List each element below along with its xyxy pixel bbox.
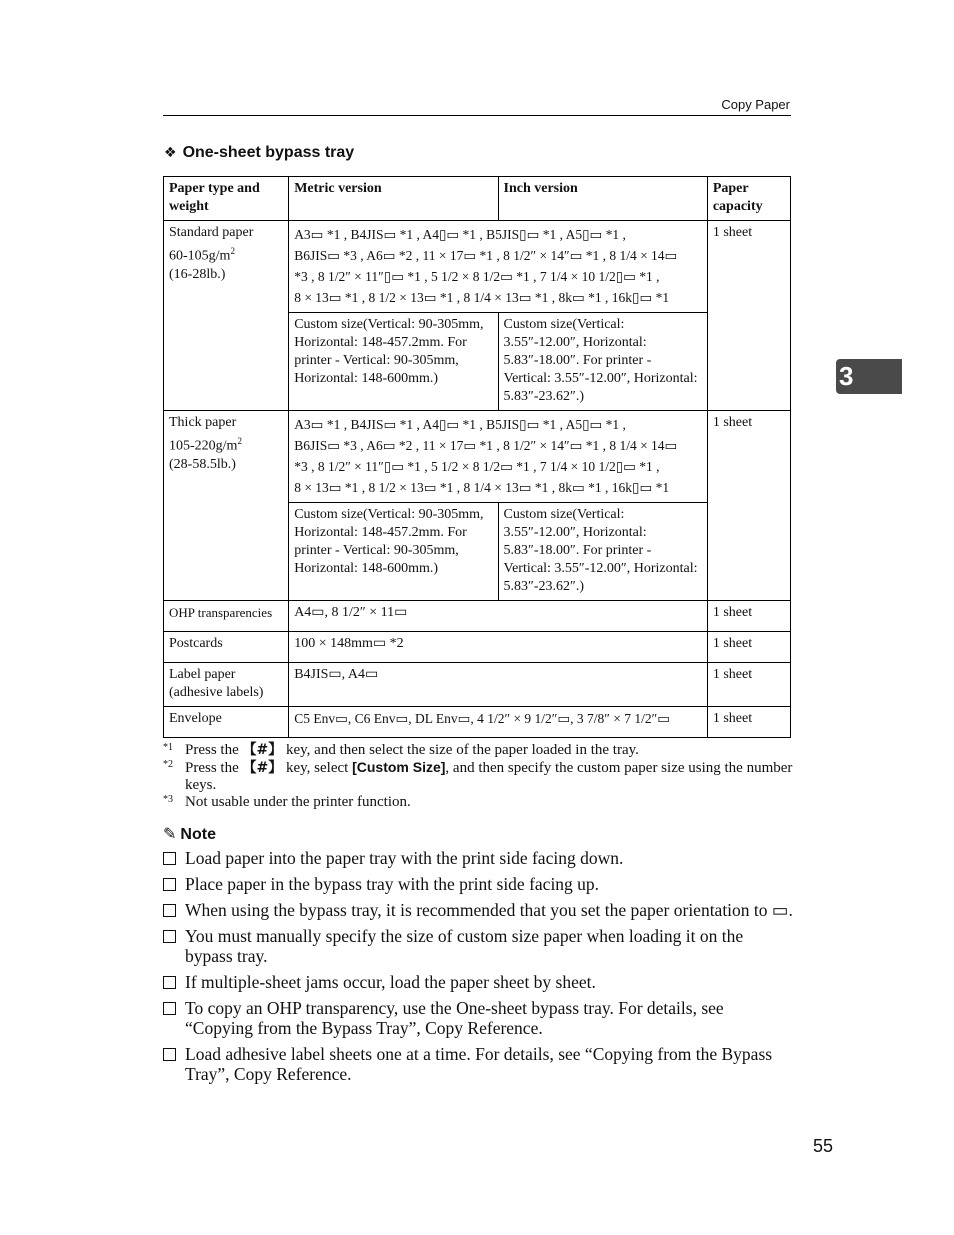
checkbox-bullet-icon <box>163 904 176 917</box>
chapter-tab: 3 <box>836 359 902 394</box>
paper-type: Standard paper <box>169 225 254 240</box>
footnote-mark: *3 <box>163 794 173 805</box>
sizes-line: 8 × 13▭ *1 , 8 1/2 × 13▭ *1 , 8 1/4 × 13▭ *1 , 8k▭ *1 , 16k▯▭ *1 <box>294 480 670 495</box>
section-title-text: One-sheet bypass tray <box>182 144 355 161</box>
paper-type-cell: Envelope <box>164 707 289 738</box>
paper-type-cell <box>164 221 289 411</box>
list-item: When using the bypass tray, it is recommended that you set the paper orientation to ▭. <box>163 900 793 920</box>
running-header: Copy Paper <box>721 97 790 112</box>
sizes-line: B6JIS▭ *3 , A6▭ *2 , 11 × 17▭ *1 , 8 1/2″ × 14″▭ *1 , 8 1/4 × 14▭ <box>294 438 678 453</box>
section-title <box>164 144 354 162</box>
paper-spec-table <box>163 176 791 738</box>
custom-inch-cell: Custom size(Vertical: 3.55″-12.00″, Horizontal: 5.83″-18.00″. For printer - Vertical: 3.55″-12.00″, Horizontal: 5.83″-23.62″.) <box>498 503 707 601</box>
footnote: *2 Press the 【#】 key, select [Custom Size], and then specify the custom paper size using the number keys. <box>163 759 793 794</box>
header-capacity: Paper capacity <box>707 177 790 221</box>
checkbox-bullet-icon <box>163 976 176 989</box>
checkbox-bullet-icon <box>163 930 176 943</box>
capacity-cell: 1 sheet <box>707 663 790 707</box>
footnote: *3 Not usable under the printer function. <box>163 794 793 811</box>
paper-type-note: (adhesive labels) <box>169 685 264 700</box>
capacity-cell: 1 sheet <box>707 707 790 738</box>
sizes-cell: A4▭, 8 1/2″ × 11▭ <box>289 601 708 632</box>
footnote: *1 Press the 【#】 key, and then select the size of the paper loaded in the tray. <box>163 742 793 759</box>
sizes-line: A3▭ *1 , B4JIS▭ *1 , A4▯▭ *1 , B5JIS▯▭ *1 , A5▯▭ *1 , <box>294 227 626 242</box>
note-heading: ✎ Note <box>163 826 216 843</box>
header-rule <box>163 115 791 116</box>
capacity-cell: 1 sheet <box>707 221 790 411</box>
table-row <box>164 707 791 738</box>
list-item: Place paper in the bypass tray with the print side facing up. <box>163 874 793 894</box>
custom-metric-cell: Custom size(Vertical: 90-305mm, Horizontal: 148-457.2mm. For printer - Vertical: 90-305mm, Horizontal: 148-600mm.) <box>289 313 498 411</box>
sizes-line: *3 , 8 1/2″ × 11″▯▭ *1 , 5 1/2 × 8 1/2▭ *1 , 7 1/4 × 10 1/2▯▭ *1 , <box>294 269 660 284</box>
list-item: Load adhesive label sheets one at a time. For details, see “Copying from the Bypass Tray”, Copy Reference. <box>163 1044 793 1084</box>
header-metric: Metric version <box>289 177 498 221</box>
footnote-mark: *1 <box>163 742 173 753</box>
checkbox-bullet-icon <box>163 1048 176 1061</box>
sizes-cell: C5 Env▭, C6 Env▭, DL Env▭, 4 1/2″ × 9 1/2″▭, 3 7/8″ × 7 1/2″▭ <box>289 707 708 738</box>
capacity-cell: 1 sheet <box>707 411 790 601</box>
sizes-cell <box>289 221 708 313</box>
note-list <box>163 848 793 1090</box>
table-row <box>164 663 791 707</box>
sizes-line: A3▭ *1 , B4JIS▭ *1 , A4▯▭ *1 , B5JIS▯▭ *1 , A5▯▭ *1 , <box>294 417 626 432</box>
page-number: 55 <box>813 1136 834 1156</box>
custom-metric-cell: Custom size(Vertical: 90-305mm, Horizontal: 148-457.2mm. For printer - Vertical: 90-305mm, Horizontal: 148-600mm.) <box>289 503 498 601</box>
hash-key-icon: 【#】 <box>242 742 283 758</box>
paper-weight-imperial: (16-28lb.) <box>169 266 226 282</box>
list-item: Load paper into the paper tray with the print side facing down. <box>163 848 793 868</box>
sizes-line: 8 × 13▭ *1 , 8 1/2 × 13▭ *1 , 8 1/4 × 13▭ *1 , 8k▭ *1 , 16k▯▭ *1 <box>294 290 670 305</box>
table-row <box>164 632 791 663</box>
header-inch: Inch version <box>498 177 707 221</box>
custom-inch-cell: Custom size(Vertical: 3.55″-12.00″, Horizontal: 5.83″-18.00″. For printer - Vertical: 3.55″-12.00″, Horizontal: 5.83″-23.62″.) <box>498 313 707 411</box>
list-item: You must manually specify the size of custom size paper when loading it on the bypass tray. <box>163 926 793 966</box>
sizes-cell: 100 × 148mm▭ *2 <box>289 632 708 663</box>
checkbox-bullet-icon <box>163 1002 176 1015</box>
paper-type-cell <box>164 411 289 601</box>
table-header-row <box>164 177 791 221</box>
diamond-icon: ❖ <box>164 144 177 160</box>
paper-type: Thick paper <box>169 415 237 430</box>
checkbox-bullet-icon <box>163 878 176 891</box>
sizes-cell: B4JIS▭, A4▭ <box>289 663 708 707</box>
table-row <box>164 221 791 313</box>
capacity-cell: 1 sheet <box>707 601 790 632</box>
sizes-line: B6JIS▭ *3 , A6▭ *2 , 11 × 17▭ *1 , 8 1/2″ × 14″▭ *1 , 8 1/4 × 14▭ <box>294 248 678 263</box>
paper-type-cell <box>164 663 289 707</box>
list-item: If multiple-sheet jams occur, load the paper sheet by sheet. <box>163 972 793 992</box>
footnote-mark: *2 <box>163 759 173 770</box>
footnotes <box>163 742 793 811</box>
header-paper-type: Paper type and weight <box>164 177 289 221</box>
hash-key-icon: 【#】 <box>242 760 283 776</box>
table-row <box>164 411 791 503</box>
paper-weight-imperial: (28-58.5lb.) <box>169 456 236 472</box>
table-row <box>164 601 791 632</box>
list-item: To copy an OHP transparency, use the One-sheet bypass tray. For details, see “Copying from the Bypass Tray”, Copy Reference. <box>163 998 793 1038</box>
pencil-icon: ✎ <box>163 826 177 843</box>
paper-type-cell: Postcards <box>164 632 289 663</box>
paper-weight-metric: $105-220g/m^2$ <box>169 436 242 454</box>
sizes-cell <box>289 411 708 503</box>
paper-weight-metric: $60-105g/m^2$ <box>169 246 235 264</box>
paper-type-cell: OHP transparencies <box>164 601 289 632</box>
checkbox-bullet-icon <box>163 852 176 865</box>
custom-size-key: [Custom Size] <box>352 759 446 775</box>
sizes-line: *3 , 8 1/2″ × 11″▯▭ *1 , 5 1/2 × 8 1/2▭ *1 , 7 1/4 × 10 1/2▯▭ *1 , <box>294 459 660 474</box>
capacity-cell: 1 sheet <box>707 632 790 663</box>
paper-type: Label paper <box>169 667 236 682</box>
